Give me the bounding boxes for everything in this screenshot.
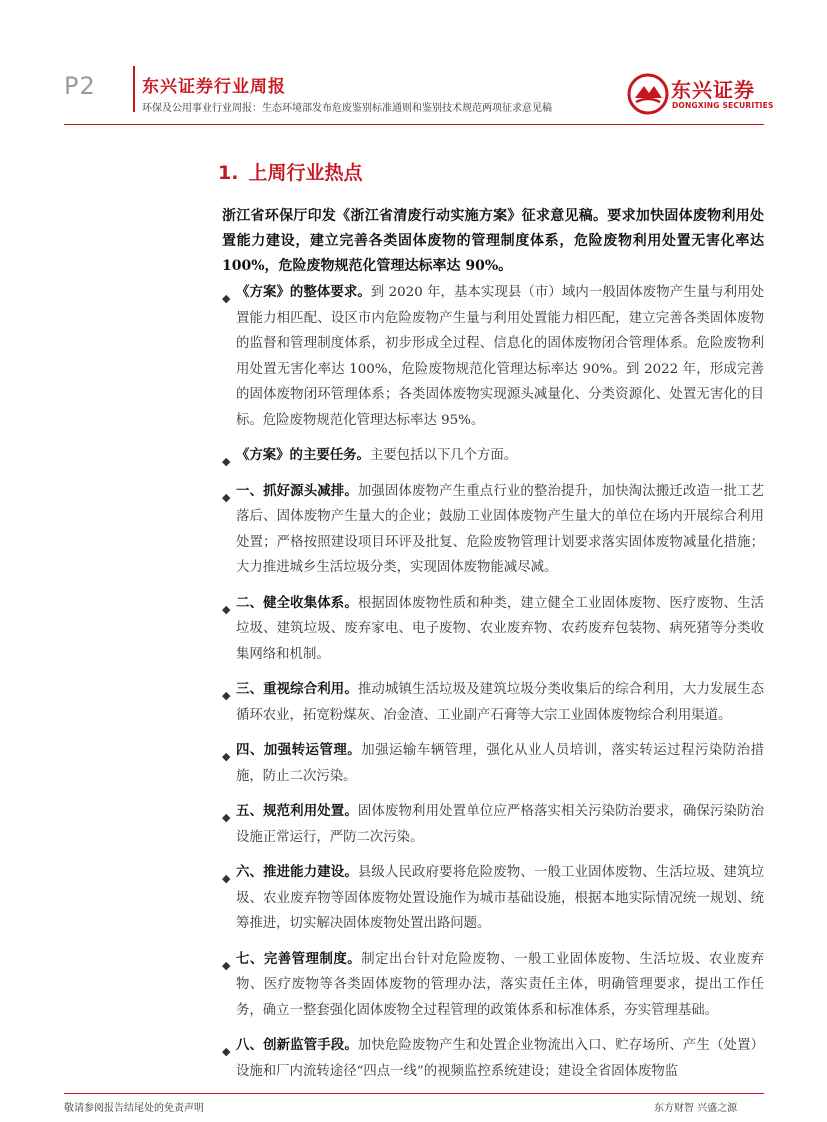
bullet-item — [222, 738, 764, 789]
logo-name-en: DONGXING SECURITIES — [672, 101, 774, 110]
bullet-text: 主要包括以下几个方面。 — [369, 448, 518, 463]
bullet-heading: 一、抓好源头减排。 — [236, 482, 358, 499]
diamond-bullet-icon: ◆ — [222, 455, 231, 468]
bullet-list — [222, 280, 764, 1094]
bullet-text: 加强固体废物产生重点行业的整治提升，加快淘汰搬迁改造一批工艺落后、固体废物产生量大的企业；鼓励工业固体废物产生量大的单位在场内开展综合利用处置；严格按照建设项目环评及批复、危险废物管理计划要求落实固体废物减量化措施；大力推进城乡生活垃圾分类，实现固体废物能减尽减。 — [236, 483, 765, 575]
footer-rule — [64, 1093, 764, 1094]
diamond-bullet-icon: ◆ — [222, 689, 231, 702]
bullet-heading: 二、健全收集体系。 — [236, 594, 358, 611]
header-divider — [133, 66, 135, 112]
lead-paragraph: 浙江省环保厅印发《浙江省清废行动实施方案》征求意见稿。要求加快固体废物利用处置能力建设，建立完善各类固体废物的管理制度体系，危险废物利用处置无害化率达 100%，危险废物规范化管理达标率达 90%。 — [222, 208, 764, 274]
bullet-item — [222, 677, 764, 728]
bullet-item — [222, 443, 764, 469]
diamond-bullet-icon: ◆ — [222, 872, 231, 885]
bullet-heading: 《方案》的整体要求。 — [236, 284, 371, 300]
bullet-text: 县级人民政府要将危险废物、一般工业固体废物、生活垃圾、建筑垃圾、农业废弃物等固体废物处置设施作为城市基础设施，根据本地实际情况统一规划、统筹推进，切实解决固体废物处置出路问题。 — [236, 865, 765, 931]
footer-slogan: 东方财智 兴盛之源 — [654, 1103, 738, 1114]
page-number: P2 — [64, 72, 96, 100]
bullet-heading: 《方案》的主要任务。 — [236, 447, 370, 463]
bullet-item — [222, 947, 764, 1024]
report-series-title: 东兴证券行业周报 — [142, 77, 286, 97]
bullet-text: 根据固体废物性质和种类，建立健全工业固体废物、医疗废物、生活垃圾、建筑垃圾、废弃家电、电子废物、农业废弃物、农药废弃包装物、病死猪等分类收集网络和机制。 — [236, 595, 765, 662]
footer-disclaimer: 敬请参阅报告结尾处的免责声明 — [64, 1103, 204, 1114]
bullet-heading: 三、重视综合利用。 — [236, 681, 358, 697]
bullet-item — [222, 799, 764, 850]
section-number: 1. — [218, 162, 239, 184]
company-logo — [627, 70, 774, 122]
diamond-bullet-icon: ◆ — [222, 292, 231, 305]
diamond-bullet-icon: ◆ — [222, 958, 231, 972]
report-subtitle: 环保及公用事业行业周报：生态环境部发布危废鉴别标准通则和鉴别技术规范两项征求意见稿 — [142, 103, 552, 114]
diamond-bullet-icon: ◆ — [222, 602, 231, 616]
bullet-text: 加快危险废物产生和处置企业物流出入口、贮存场所、产生（处置）设施和厂内流转途径“四点一线”的视频监控系统建设；建设全省固体废物监 — [236, 1038, 765, 1079]
diamond-bullet-icon: ◆ — [222, 750, 231, 763]
bullet-heading: 四、加强转运管理。 — [236, 742, 362, 758]
header-rule — [64, 124, 764, 125]
bullet-item — [222, 280, 764, 433]
bullet-text: 到 2020 年，基本实现县（市）域内一般固体废物产生量与利用处置能力相匹配、设区市内危险废物产生量与利用处置能力相匹配，建立完善各类固体废物的监督和管理制度体系，初步形成全过程、信息化的固体废物闭合管理体系。危险废物利用处置无害化率达 100%，危险废物规范化管理达标率达 90%。到 2022 年，形成完善的固体废物闭环管理体系；各类固体废物实现源头减量化、分类资源化、处置无害化的目标。危险废物规范化管理达标率达 95%。 — [236, 285, 764, 428]
bullet-text: 加强运输车辆管理，强化从业人员培训，落实转运过程污染防治措施，防止二次污染。 — [236, 743, 765, 784]
bullet-item — [222, 591, 764, 668]
diamond-bullet-icon: ◆ — [222, 811, 231, 824]
diamond-bullet-icon: ◆ — [222, 490, 231, 504]
bullet-item — [222, 860, 764, 937]
bullet-heading: 六、推进能力建设。 — [236, 864, 358, 880]
bullet-item — [222, 1033, 764, 1084]
bullet-text: 固体废物利用处置单位应严格落实相关污染防治要求，确保污染防治设施正常运行，严防二次污染。 — [236, 804, 765, 845]
bullet-item — [222, 479, 764, 581]
logo-mark-icon — [627, 72, 669, 116]
bullet-heading: 七、完善管理制度。 — [236, 950, 362, 967]
section-title: 上周行业热点 — [248, 162, 363, 184]
bullet-heading: 五、规范利用处置。 — [236, 803, 358, 819]
bullet-text: 制定出台针对危险废物、一般工业固体废物、生活垃圾、农业废弃物、医疗废物等各类固体废物的管理办法，落实责任主体，明确管理要求，提出工作任务，确立一整套强化固体废物全过程管理的政策体系和标准体系，夯实管理基础。 — [236, 951, 765, 1018]
logo-name: 东兴证券 — [671, 78, 755, 102]
section-heading — [218, 158, 362, 185]
diamond-bullet-icon: ◆ — [222, 1045, 231, 1058]
bullet-text: 推动城镇生活垃圾及建筑垃圾分类收集后的综合利用，大力发展生态循环农业，拓宽粉煤灰、冶金渣、工业副产石膏等大宗工业固体废物综合利用渠道。 — [236, 682, 765, 723]
bullet-heading: 八、创新监管手段。 — [236, 1037, 358, 1053]
